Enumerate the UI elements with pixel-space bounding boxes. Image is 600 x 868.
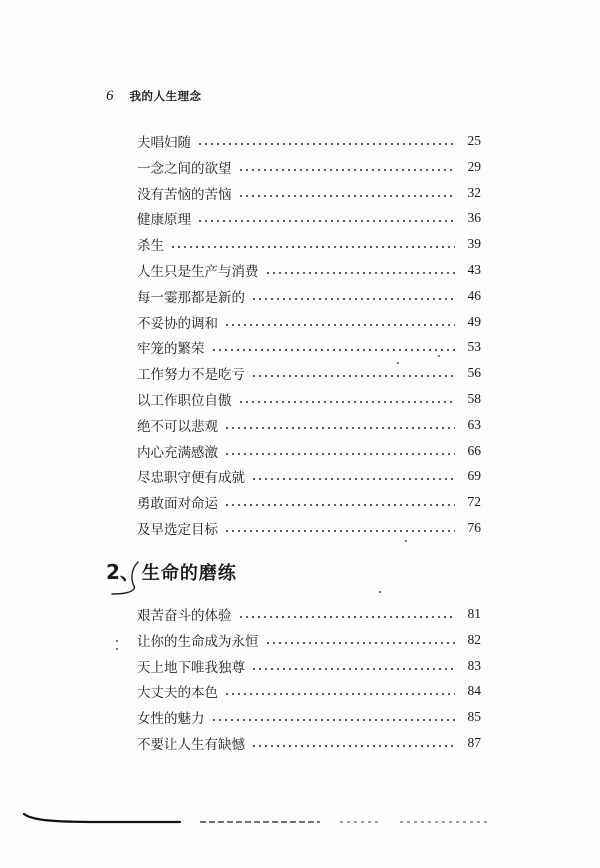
toc-entry [137,257,481,283]
toc-entry [137,730,481,756]
pen-mark-icon [108,560,148,600]
toc-entry-page: 32 [467,184,481,200]
toc-entry-title: 让你的生命成为永恒 [137,633,259,650]
toc-entry-page: 76 [467,520,481,535]
toc-leader-dots [251,745,455,747]
toc-entry [137,309,481,335]
toc-leader-dots [224,453,455,455]
toc-entry-title: 天上地下唯我独尊 [137,659,245,676]
toc-entry-page: 43 [467,262,481,277]
toc-entry-title: 一念之间的欲望 [137,160,232,177]
toc-entry-title: 大丈夫的本色 [137,685,218,702]
toc-entry-page: 25 [467,133,481,148]
toc-entry [137,601,481,627]
toc-leader-dots [211,349,456,351]
toc-entry [137,489,481,515]
toc-leader-dots [224,324,455,326]
toc-entry-title: 勇敢面对命运 [137,496,218,513]
toc-entry-title: 每一霎那都是新的 [137,289,245,306]
running-head [106,88,202,105]
toc-leader-dots [251,478,455,480]
toc-leader-dots [224,504,455,506]
section-separator: 、 [119,560,140,584]
toc-entry-page: 69 [467,468,481,484]
toc-leader-dots [251,668,455,670]
section-title: 生命的磨练 [141,563,237,584]
scan-speck [405,540,407,542]
toc-entry-page: 87 [467,735,481,750]
toc-entry-page: 46 [467,287,481,303]
scan-speck [438,355,440,357]
toc-entry [137,678,481,704]
toc-entry-title: 人生只是生产与消费 [137,264,259,280]
book-title: 我的人生理念 [129,89,202,103]
toc-entry-title: 及早选定目标 [137,522,218,538]
toc-entry [137,438,481,464]
toc-entry-page: 56 [467,365,481,381]
toc-entry-page: 83 [467,657,481,673]
page-number: 6 [106,88,114,104]
scan-edge-mark-icon [20,810,490,830]
toc-entry-page: 49 [467,313,481,329]
toc-leader-dots [265,642,456,644]
toc-entry-title: 夫唱妇随 [137,135,191,151]
toc-entry [137,515,481,541]
toc-entry [137,463,481,489]
toc-entry [137,704,481,730]
toc-entry-page: 82 [467,631,481,647]
toc-leader-dots [197,143,455,145]
toc-entry [137,128,481,154]
toc-leader-dots [265,272,456,274]
toc-entry-page: 72 [467,494,481,510]
toc-entry-page: 81 [467,606,481,621]
toc-entry-page: 29 [467,158,481,174]
toc-entry-title: 艰苦奋斗的体验 [137,608,232,624]
toc-entry [137,154,481,180]
toc-entry-page: 66 [467,442,481,458]
toc-leader-dots [211,719,456,721]
toc-entry [137,360,481,386]
toc-entry-page: 53 [467,339,481,355]
toc-entry-title: 女性的魅力 [137,711,205,728]
toc-entry-title: 不要让人生有缺憾 [137,737,245,753]
toc-entry-page: 36 [467,210,481,226]
toc-entry [137,386,481,412]
toc-entry [137,653,481,679]
scan-speck [116,648,118,650]
toc-entry-title: 没有苦恼的苦恼 [137,186,232,203]
toc-entry-page: 58 [467,391,481,406]
toc-entry [137,231,481,257]
scan-speck [379,591,381,593]
toc-entry [137,180,481,206]
toc-leader-dots [238,195,456,197]
toc-entry [137,334,481,360]
toc-entry-title: 绝不可以悲观 [137,418,218,435]
toc-leader-dots [238,616,456,618]
toc-entry-title: 工作努力不是吃亏 [137,367,245,384]
toc-entry [137,412,481,438]
toc-leader-dots [251,298,455,300]
toc-leader-dots [251,375,455,377]
toc-entry-page: 39 [467,236,481,252]
toc-entry-title: 内心充满感激 [137,444,218,461]
toc-entry [137,205,481,231]
toc-entry [137,283,481,309]
toc-entry-title: 以工作职位自傲 [137,393,232,409]
toc-entry [137,627,481,653]
toc-entry-page: 85 [467,709,481,725]
toc-entry-title: 健康原理 [137,212,191,229]
toc-entry-title: 杀生 [137,238,164,255]
toc-leader-dots [224,693,455,695]
toc-entry-title: 不妥协的调和 [137,315,218,332]
toc-entry-page: 63 [467,416,481,432]
toc-leader-dots [197,220,455,222]
toc-leader-dots [238,169,456,171]
section-number: 2 [106,560,120,584]
toc-entry-page: 84 [467,683,481,699]
toc-leader-dots [224,427,455,429]
toc-leader-dots [238,401,456,403]
toc-leader-dots [224,530,455,532]
toc-entry-title: 尽忠职守便有成就 [137,470,245,487]
scan-speck [116,640,118,642]
toc-leader-dots [170,246,455,248]
toc-entry-title: 牢笼的繁荣 [137,341,205,358]
scan-speck [397,362,399,364]
